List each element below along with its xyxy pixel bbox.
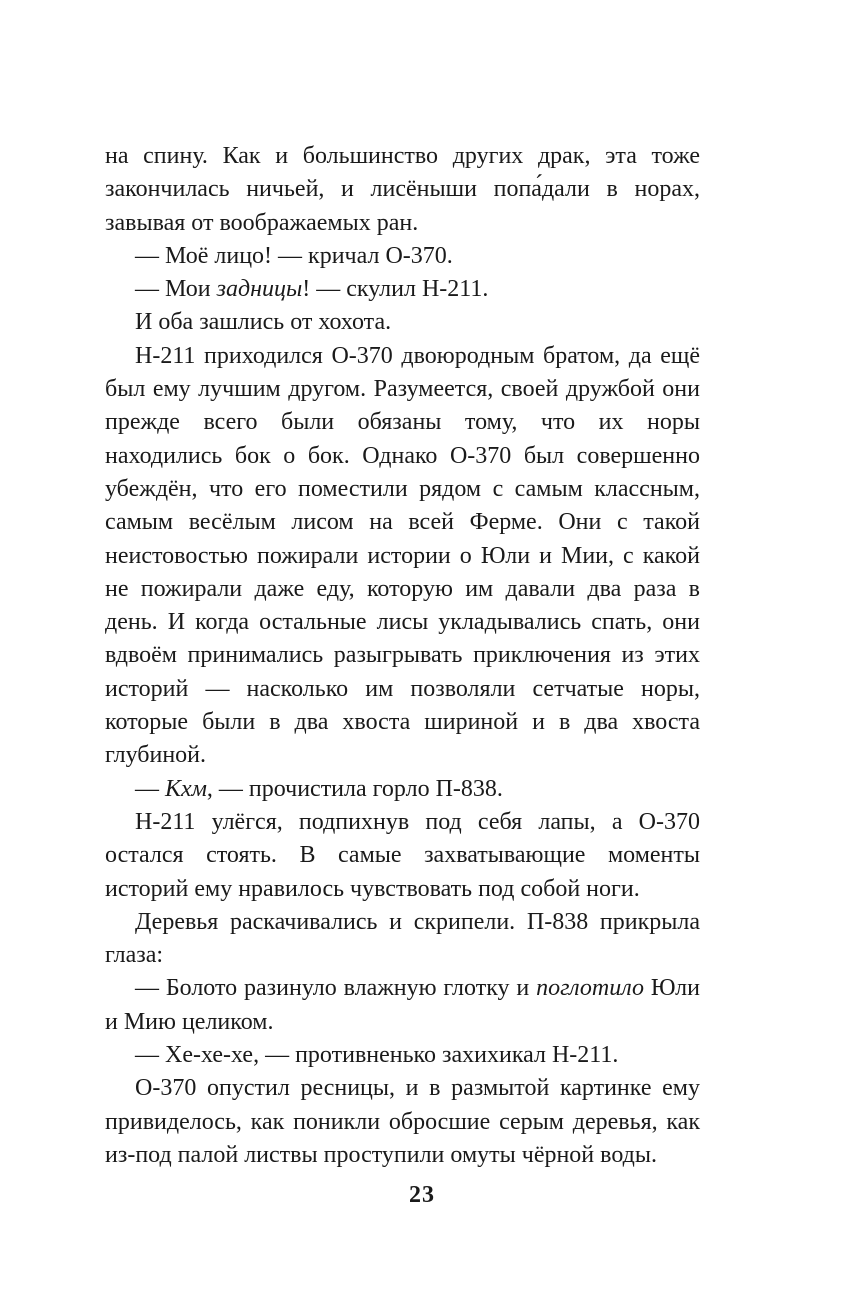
paragraph: Н-211 улёгся, подпихнув под себя лапы, а О-370 остался стоять. В самые захватывающие моменты историй ему нравилось чувствовать под собой ноги. <box>105 808 700 902</box>
paragraph: — Хе-хе-хе, — противненько захихикал Н-211. <box>135 1042 619 1069</box>
paragraph: — Кхм, — прочистила горло П-838. <box>135 775 503 802</box>
paragraph: Деревья раскачивались и скрипели. П-838 прикрыла глаза: <box>105 908 700 969</box>
paragraph: на спину. Как и большинство других драк, эта тоже закончилась ничьей, и лисёныши попа́дали в норах, завывая от воображаемых ран. <box>105 143 700 236</box>
paragraph: — Моё лицо! — кричал О-370. <box>135 242 453 269</box>
italic-word: поглотило <box>536 975 644 1002</box>
page-number: 23 <box>409 1182 435 1208</box>
paragraph: И оба зашлись от хохота. <box>135 309 392 336</box>
paragraph: — Мои задницы! — скулил Н-211. <box>135 276 489 303</box>
italic-word: Кхм <box>165 775 207 802</box>
paragraph: Н-211 приходился О-370 двоюродным братом, да ещё был ему лучшим другом. Разумеется, своей дружбой они прежде всего были обязаны тому, что их норы находились бок о бок. Однако О-370 был совершенно убеждён, что его поместили рядом с самым классным, самым весёлым лисом на всей Ферме. Они с такой неистовостью пожирали истории о Юли и Мии, с какой не пожирали даже еду, которую им давали два раза в день. И когда остальные лисы укладывались спать, они вдвоём принимались разыгрывать приключения из этих историй — насколько им позволяли сетчатые норы, которые были в два хвоста шириной и в два хвоста глубиной. <box>105 342 700 769</box>
paragraph: О-370 опустил ресницы, и в размытой картинке ему привиделось, как поникли обросшие серым деревья, как из-под палой листвы проступили омуты чёрной воды. <box>105 1075 700 1168</box>
italic-word: задницы <box>216 276 303 303</box>
body-text <box>105 140 700 1172</box>
paragraph: — Болото разинуло влажную глотку и поглотило Юли и Мию целиком. <box>105 975 701 1035</box>
